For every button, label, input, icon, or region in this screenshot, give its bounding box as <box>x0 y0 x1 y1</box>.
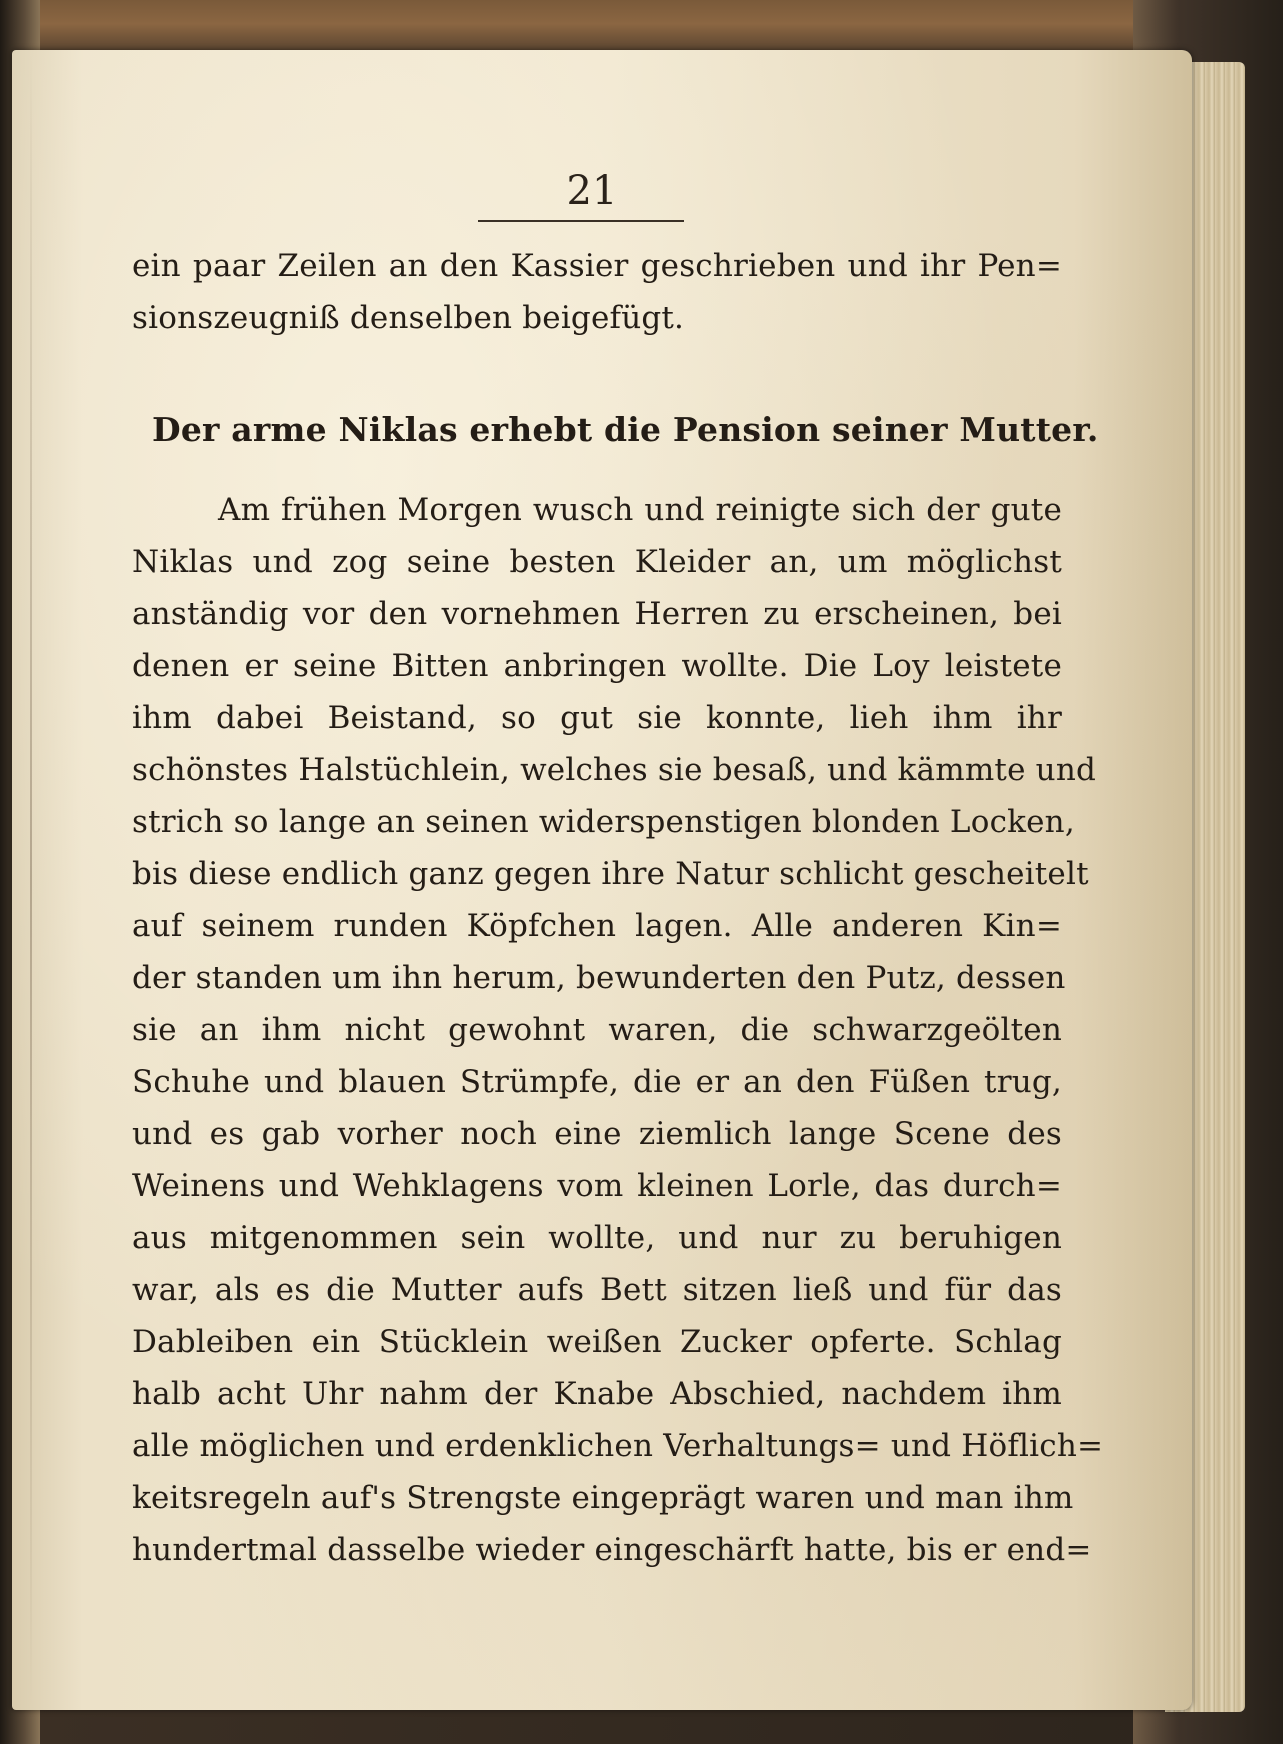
text-line: ein paar Zeilen an den Kassier geschrieben und ihr Pen= <box>132 248 1062 284</box>
book-page <box>12 50 1192 1710</box>
text-line: keitsregeln auf's Strengste eingeprägt waren und man ihm <box>132 1480 1074 1516</box>
text-line: Niklas und zog seine besten Kleider an, um möglichst <box>132 544 1062 580</box>
text-line: hundertmal dasselbe wieder eingeschärft hatte, bis er end= <box>132 1532 1092 1568</box>
text-line: sie an ihm nicht gewohnt waren, die schwarzgeölten <box>132 1012 1062 1048</box>
text-line: schönstes Halstüchlein, welches sie besaß, und kämmte und <box>132 752 1097 788</box>
text-line: sionszeugniß denselben beigefügt. <box>132 300 685 336</box>
text-line: war, als es die Mutter aufs Bett sitzen ließ und für das <box>132 1272 1062 1308</box>
text-line: aus mitgenommen sein wollte, und nur zu beruhigen <box>132 1220 1062 1256</box>
page-number-rule <box>478 220 684 222</box>
section-heading: Der arme Niklas erhebt die Pension seiner Mutter. <box>152 410 1099 449</box>
text-line: Am frühen Morgen wusch und reinigte sich der gute <box>218 492 1062 528</box>
text-line: ihm dabei Beistand, so gut sie konnte, lieh ihm ihr <box>132 700 1062 736</box>
text-line: denen er seine Bitten anbringen wollte. Die Loy leistete <box>132 648 1062 684</box>
gutter-shadow <box>30 50 32 1710</box>
text-line: strich so lange an seinen widerspenstigen blonden Locken, <box>132 804 1075 840</box>
text-line: und es gab vorher noch eine ziemlich lange Scene des <box>132 1116 1062 1152</box>
text-line: Dableiben ein Stücklein weißen Zucker opferte. Schlag <box>132 1324 1062 1360</box>
text-line: der standen um ihn herum, bewunderten den Putz, dessen <box>132 960 1066 996</box>
text-line: Schuhe und blauen Strümpfe, die er an den Füßen trug, <box>132 1064 1062 1100</box>
text-line: auf seinem runden Köpfchen lagen. Alle anderen Kin= <box>132 908 1062 944</box>
page-text <box>132 240 1104 1576</box>
text-line: alle möglichen und erdenklichen Verhaltungs= und Höflich= <box>132 1428 1104 1464</box>
text-line: halb acht Uhr nahm der Knabe Abschied, nachdem ihm <box>132 1376 1062 1412</box>
page-number: 21 <box>566 168 618 214</box>
text-line: bis diese endlich ganz gegen ihre Natur schlicht gescheitelt <box>132 856 1089 892</box>
text-line: Weinens und Wehklagens vom kleinen Lorle, das durch= <box>132 1168 1062 1204</box>
text-line: anständig vor den vornehmen Herren zu erscheinen, bei <box>132 596 1062 632</box>
